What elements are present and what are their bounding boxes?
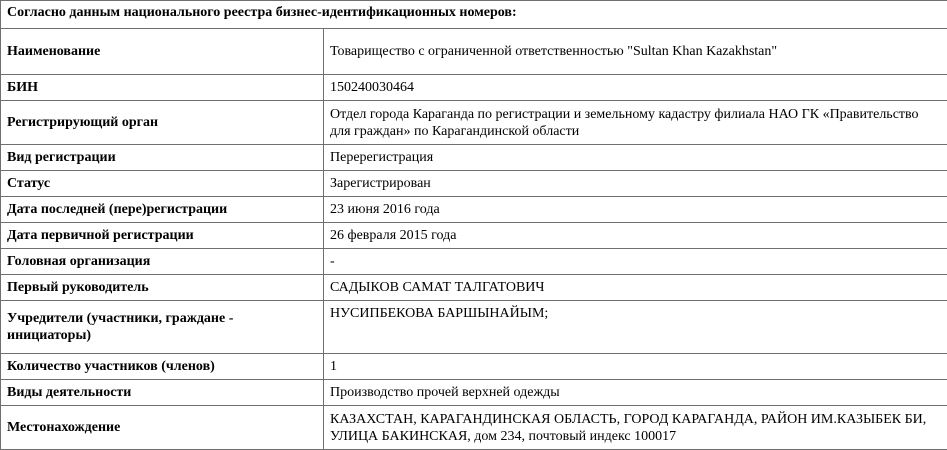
table-header-row <box>1 1 947 29</box>
row-label-bin: БИН <box>1 75 324 101</box>
table-row <box>1 29 947 75</box>
row-value-first-manager: САДЫКОВ САМАТ ТАЛГАТОВИЧ <box>324 275 947 301</box>
table-row <box>1 380 947 406</box>
row-value-bin: 150240030464 <box>324 75 947 101</box>
row-label-name: Наименование <box>1 29 324 75</box>
row-label-head-organization: Головная организация <box>1 249 324 275</box>
table-row <box>1 354 947 380</box>
row-label-founders: Учредители (участники, граждане - инициаторы) <box>1 301 324 354</box>
table-row <box>1 197 947 223</box>
row-label-last-registration-date: Дата последней (пере)регистрации <box>1 197 324 223</box>
row-value-registration-type: Перерегистрация <box>324 145 947 171</box>
row-label-activity-types: Виды деятельности <box>1 380 324 406</box>
row-label-registration-type: Вид регистрации <box>1 145 324 171</box>
row-value-participants-count: 1 <box>324 354 947 380</box>
table-row <box>1 275 947 301</box>
table-row <box>1 145 947 171</box>
table-row <box>1 223 947 249</box>
row-value-last-registration-date: 23 июня 2016 года <box>324 197 947 223</box>
row-value-founders: НУСИПБЕКОВА БАРШЫНАЙЫМ; <box>324 301 947 354</box>
row-value-head-organization: - <box>324 249 947 275</box>
table-row <box>1 406 947 450</box>
row-label-first-manager: Первый руководитель <box>1 275 324 301</box>
row-value-activity-types: Производство прочей верхней одежды <box>324 380 947 406</box>
row-value-name: Товарищество с ограниченной ответственностью "Sultan Khan Kazakhstan" <box>324 29 947 75</box>
table-row <box>1 301 947 354</box>
row-label-registering-authority: Регистрирующий орган <box>1 101 324 145</box>
row-label-location: Местонахождение <box>1 406 324 450</box>
row-value-location: КАЗАХСТАН, КАРАГАНДИНСКАЯ ОБЛАСТЬ, ГОРОД КАРАГАНДА, РАЙОН ИМ.КАЗЫБЕК БИ, УЛИЦА БАКИНСКАЯ, дом 234, почтовый индекс 100017 <box>324 406 947 450</box>
table-row <box>1 75 947 101</box>
row-label-status: Статус <box>1 171 324 197</box>
table-row <box>1 101 947 145</box>
table-row <box>1 171 947 197</box>
table-row <box>1 249 947 275</box>
row-value-status: Зарегистрирован <box>324 171 947 197</box>
table-header: Согласно данным национального реестра бизнес-идентификационных номеров: <box>1 1 947 29</box>
row-label-first-registration-date: Дата первичной регистрации <box>1 223 324 249</box>
row-label-participants-count: Количество участников (членов) <box>1 354 324 380</box>
row-value-first-registration-date: 26 февраля 2015 года <box>324 223 947 249</box>
row-value-registering-authority: Отдел города Караганда по регистрации и земельному кадастру филиала НАО ГК «Правительство для граждан» по Карагандинской области <box>324 101 947 145</box>
